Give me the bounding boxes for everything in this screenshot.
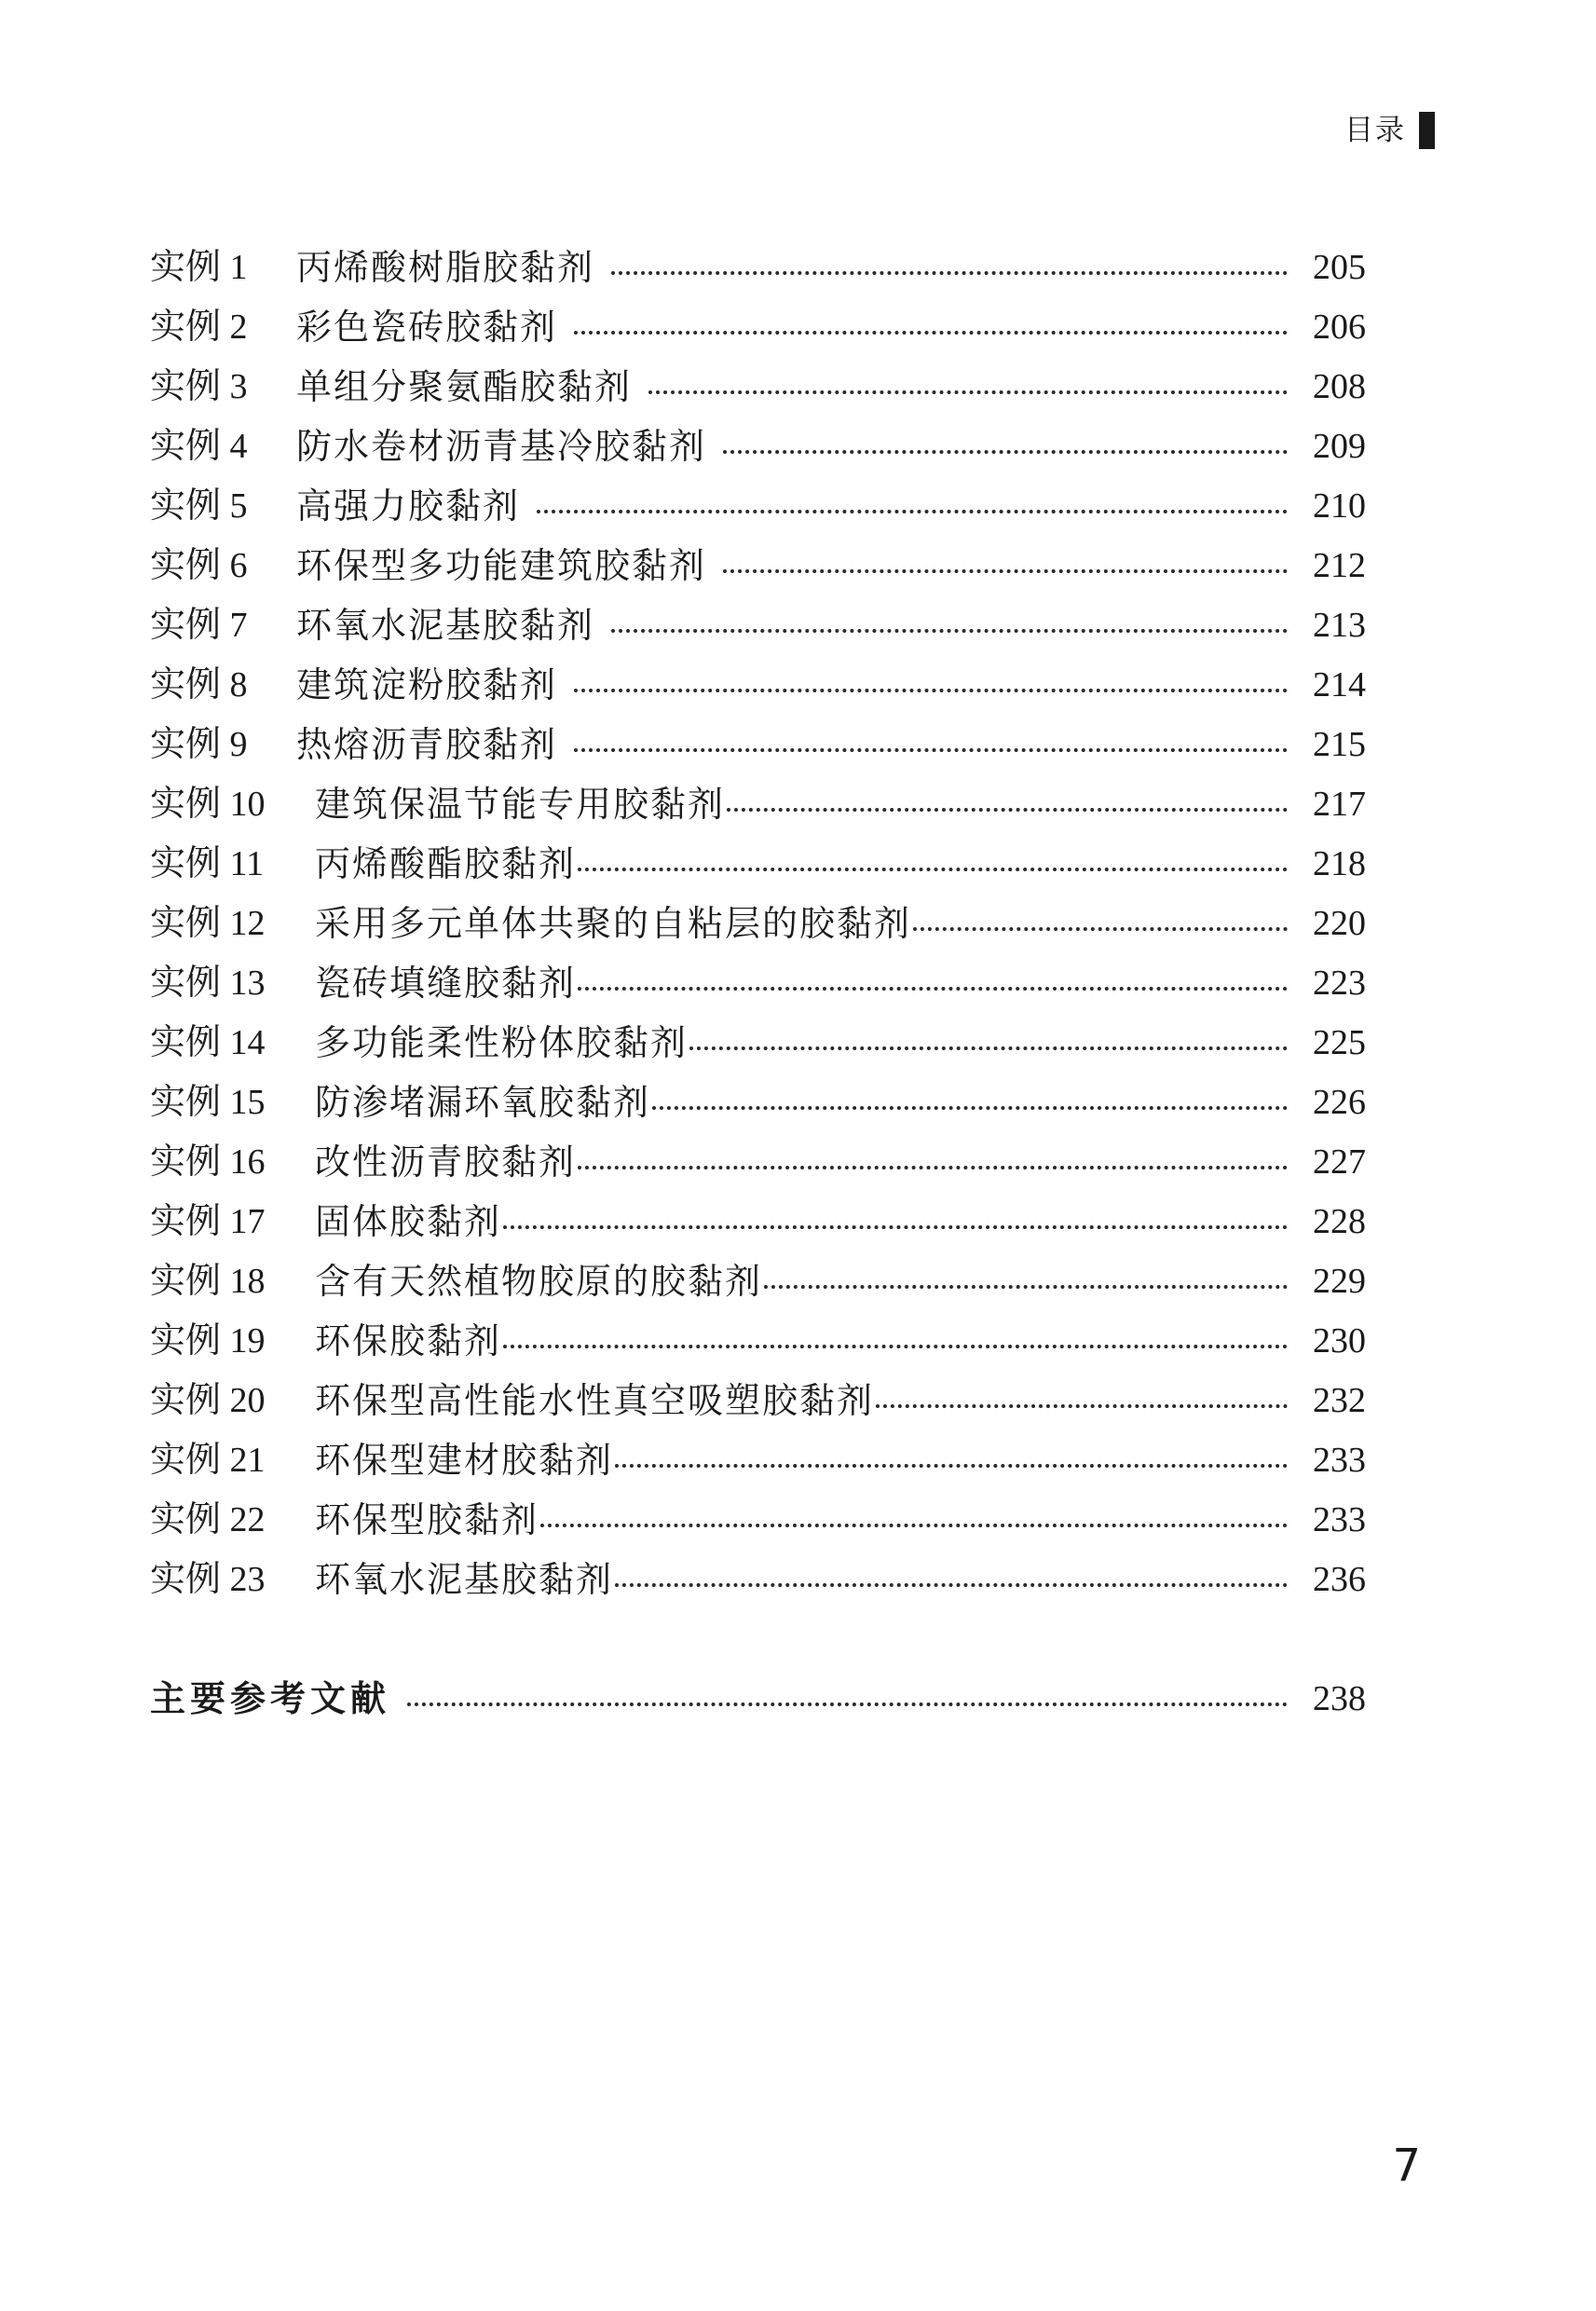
toc-entry-title: 改性沥青胶黏剂 [315,1142,577,1183]
toc-entry-page: 210 [1313,486,1366,526]
toc-entry[interactable] [150,1430,1366,1490]
toc-entry-number: 实例 18 [150,1262,266,1301]
dot-leader [578,868,1288,871]
toc-entry[interactable] [150,1073,1366,1132]
toc-entry[interactable] [150,417,1366,476]
toc-entry[interactable] [150,297,1366,357]
toc-entry-number: 实例 16 [150,1142,266,1182]
dot-leader [615,1583,1288,1587]
toc-entry-title: 采用多元单体共聚的自粘层的胶黏剂 [315,903,912,944]
toc-entry-page: 233 [1313,1500,1366,1539]
toc-entry-title: 环氧水泥基胶黏剂 [315,1559,614,1600]
toc-entry-number: 实例 13 [150,964,266,1003]
toc-entry-title: 瓷砖填缝胶黏剂 [315,963,577,1004]
references-page: 238 [1313,1679,1366,1718]
toc-entry-number: 实例 7 [150,606,248,645]
toc-entry[interactable] [150,894,1366,953]
toc-entry-title: 彩色瓷砖胶黏剂 [296,307,558,348]
references-title: 主要参考文献 [150,1678,391,1719]
toc-entry-number: 实例 4 [150,427,248,466]
toc-entry[interactable] [150,1192,1366,1251]
toc-entry-number: 实例 1 [150,248,248,287]
toc-entry-page: 215 [1313,725,1366,764]
toc-entry[interactable] [150,774,1366,834]
dot-leader [537,510,1288,513]
toc-entry-title: 丙烯酸树脂胶黏剂 [296,247,595,288]
toc-entry-title: 环保型多功能建筑胶黏剂 [296,545,707,586]
dot-leader [574,331,1288,335]
dot-leader [764,1285,1288,1289]
toc-entry-title: 多功能柔性粉体胶黏剂 [315,1022,689,1063]
toc-entry-title: 单组分聚氨酯胶黏剂 [296,366,633,407]
dot-leader [611,629,1288,633]
dot-leader [723,450,1288,454]
table-of-contents [150,238,1366,1729]
toc-entry-page: 206 [1313,308,1366,347]
toc-entry-page: 213 [1313,606,1366,645]
toc-entry-page: 226 [1313,1083,1366,1122]
toc-entry-title: 环保型建材胶黏剂 [315,1440,614,1481]
dot-leader [611,271,1288,275]
dot-leader [574,689,1288,692]
toc-entry-number: 实例 6 [150,546,248,585]
toc-entry[interactable] [150,595,1366,655]
toc-entry[interactable] [150,1251,1366,1311]
toc-entry[interactable] [150,1013,1366,1073]
toc-entry-page: 227 [1313,1142,1366,1182]
toc-entry-page: 220 [1313,904,1366,943]
dot-leader [615,1464,1288,1468]
dot-leader [407,1702,1288,1706]
dot-leader [503,1225,1288,1229]
toc-entry-page: 208 [1313,367,1366,406]
toc-entry[interactable] [150,1490,1366,1550]
toc-entry-page: 217 [1313,785,1366,824]
toc-entry-number: 实例 10 [150,785,266,824]
dot-leader [727,808,1288,812]
toc-entry-page: 205 [1313,248,1366,287]
dot-leader [574,748,1288,752]
dot-leader [913,927,1288,931]
toc-entry[interactable] [150,1550,1366,1609]
toc-entry-page: 218 [1313,844,1366,883]
toc-entry-number: 实例 11 [150,844,265,883]
toc-entry-references[interactable] [150,1669,1366,1729]
toc-entry-page: 230 [1313,1321,1366,1361]
toc-entry-number: 实例 22 [150,1500,266,1539]
dot-leader [652,1106,1288,1110]
toc-entry-title: 防渗堵漏环氧胶黏剂 [315,1082,651,1123]
toc-entry-number: 实例 14 [150,1023,266,1062]
dot-leader [876,1404,1288,1408]
toc-entry-page: 214 [1313,665,1366,704]
toc-entry-title: 环保型高性能水性真空吸塑胶黏剂 [315,1380,875,1421]
toc-entry[interactable] [150,953,1366,1013]
toc-entry[interactable] [150,476,1366,536]
running-head-title: 目录 [1344,113,1406,147]
running-head [1344,110,1435,151]
toc-entry-number: 实例 2 [150,308,248,347]
toc-entry-number: 实例 15 [150,1083,266,1122]
dot-leader [723,569,1288,573]
toc-entry[interactable] [150,1132,1366,1192]
toc-entry-number: 实例 12 [150,904,266,943]
toc-entry-page: 212 [1313,546,1366,585]
toc-entry-page: 229 [1313,1262,1366,1301]
toc-entry-title: 环氧水泥基胶黏剂 [296,605,595,646]
toc-entry-number: 实例 23 [150,1560,266,1599]
toc-entry[interactable] [150,536,1366,595]
toc-entry-page: 233 [1313,1441,1366,1480]
dot-leader [689,1046,1288,1050]
toc-entry-number: 实例 21 [150,1441,266,1480]
toc-entry-title: 含有天然植物胶原的胶黏剂 [315,1261,763,1302]
toc-entry-title: 环保型胶黏剂 [315,1499,539,1540]
toc-entry[interactable] [150,715,1366,774]
toc-entry-title: 建筑保温节能专用胶黏剂 [315,784,726,825]
toc-entry-page: 209 [1313,427,1366,466]
toc-entry-number: 实例 17 [150,1202,266,1241]
toc-entry-page: 228 [1313,1202,1366,1241]
toc-entry-number: 实例 3 [150,367,248,406]
page-number: 7 [1392,2140,1421,2192]
toc-entry-page: 236 [1313,1560,1366,1599]
toc-entry[interactable] [150,357,1366,417]
dot-leader [578,1166,1288,1169]
toc-entry-title: 丙烯酸酯胶黏剂 [315,843,577,884]
toc-entry-title: 环保胶黏剂 [315,1320,502,1361]
toc-entry-page: 225 [1313,1023,1366,1062]
toc-entry[interactable] [150,655,1366,715]
dot-leader [540,1524,1288,1527]
toc-entry-title: 高强力胶黏剂 [296,485,521,526]
toc-entry-number: 实例 20 [150,1381,266,1420]
dot-leader [648,390,1288,394]
toc-entry-title: 热熔沥青胶黏剂 [296,724,558,765]
dot-leader [578,987,1288,991]
toc-entry[interactable] [150,238,1366,297]
toc-entry-page: 232 [1313,1381,1366,1420]
toc-entry-number: 实例 19 [150,1321,266,1361]
toc-entry[interactable] [150,1311,1366,1371]
toc-entry[interactable] [150,1371,1366,1430]
toc-entry-page: 223 [1313,964,1366,1003]
toc-entry-number: 实例 5 [150,486,248,526]
toc-entry[interactable] [150,834,1366,894]
toc-entry-title: 建筑淀粉胶黏剂 [296,664,558,705]
running-head-bar [1419,112,1435,149]
toc-entry-title: 固体胶黏剂 [315,1201,502,1242]
toc-entry-title: 防水卷材沥青基冷胶黏剂 [296,426,707,467]
toc-entry-number: 实例 8 [150,665,248,704]
dot-leader [503,1345,1288,1348]
toc-entry-number: 实例 9 [150,725,248,764]
